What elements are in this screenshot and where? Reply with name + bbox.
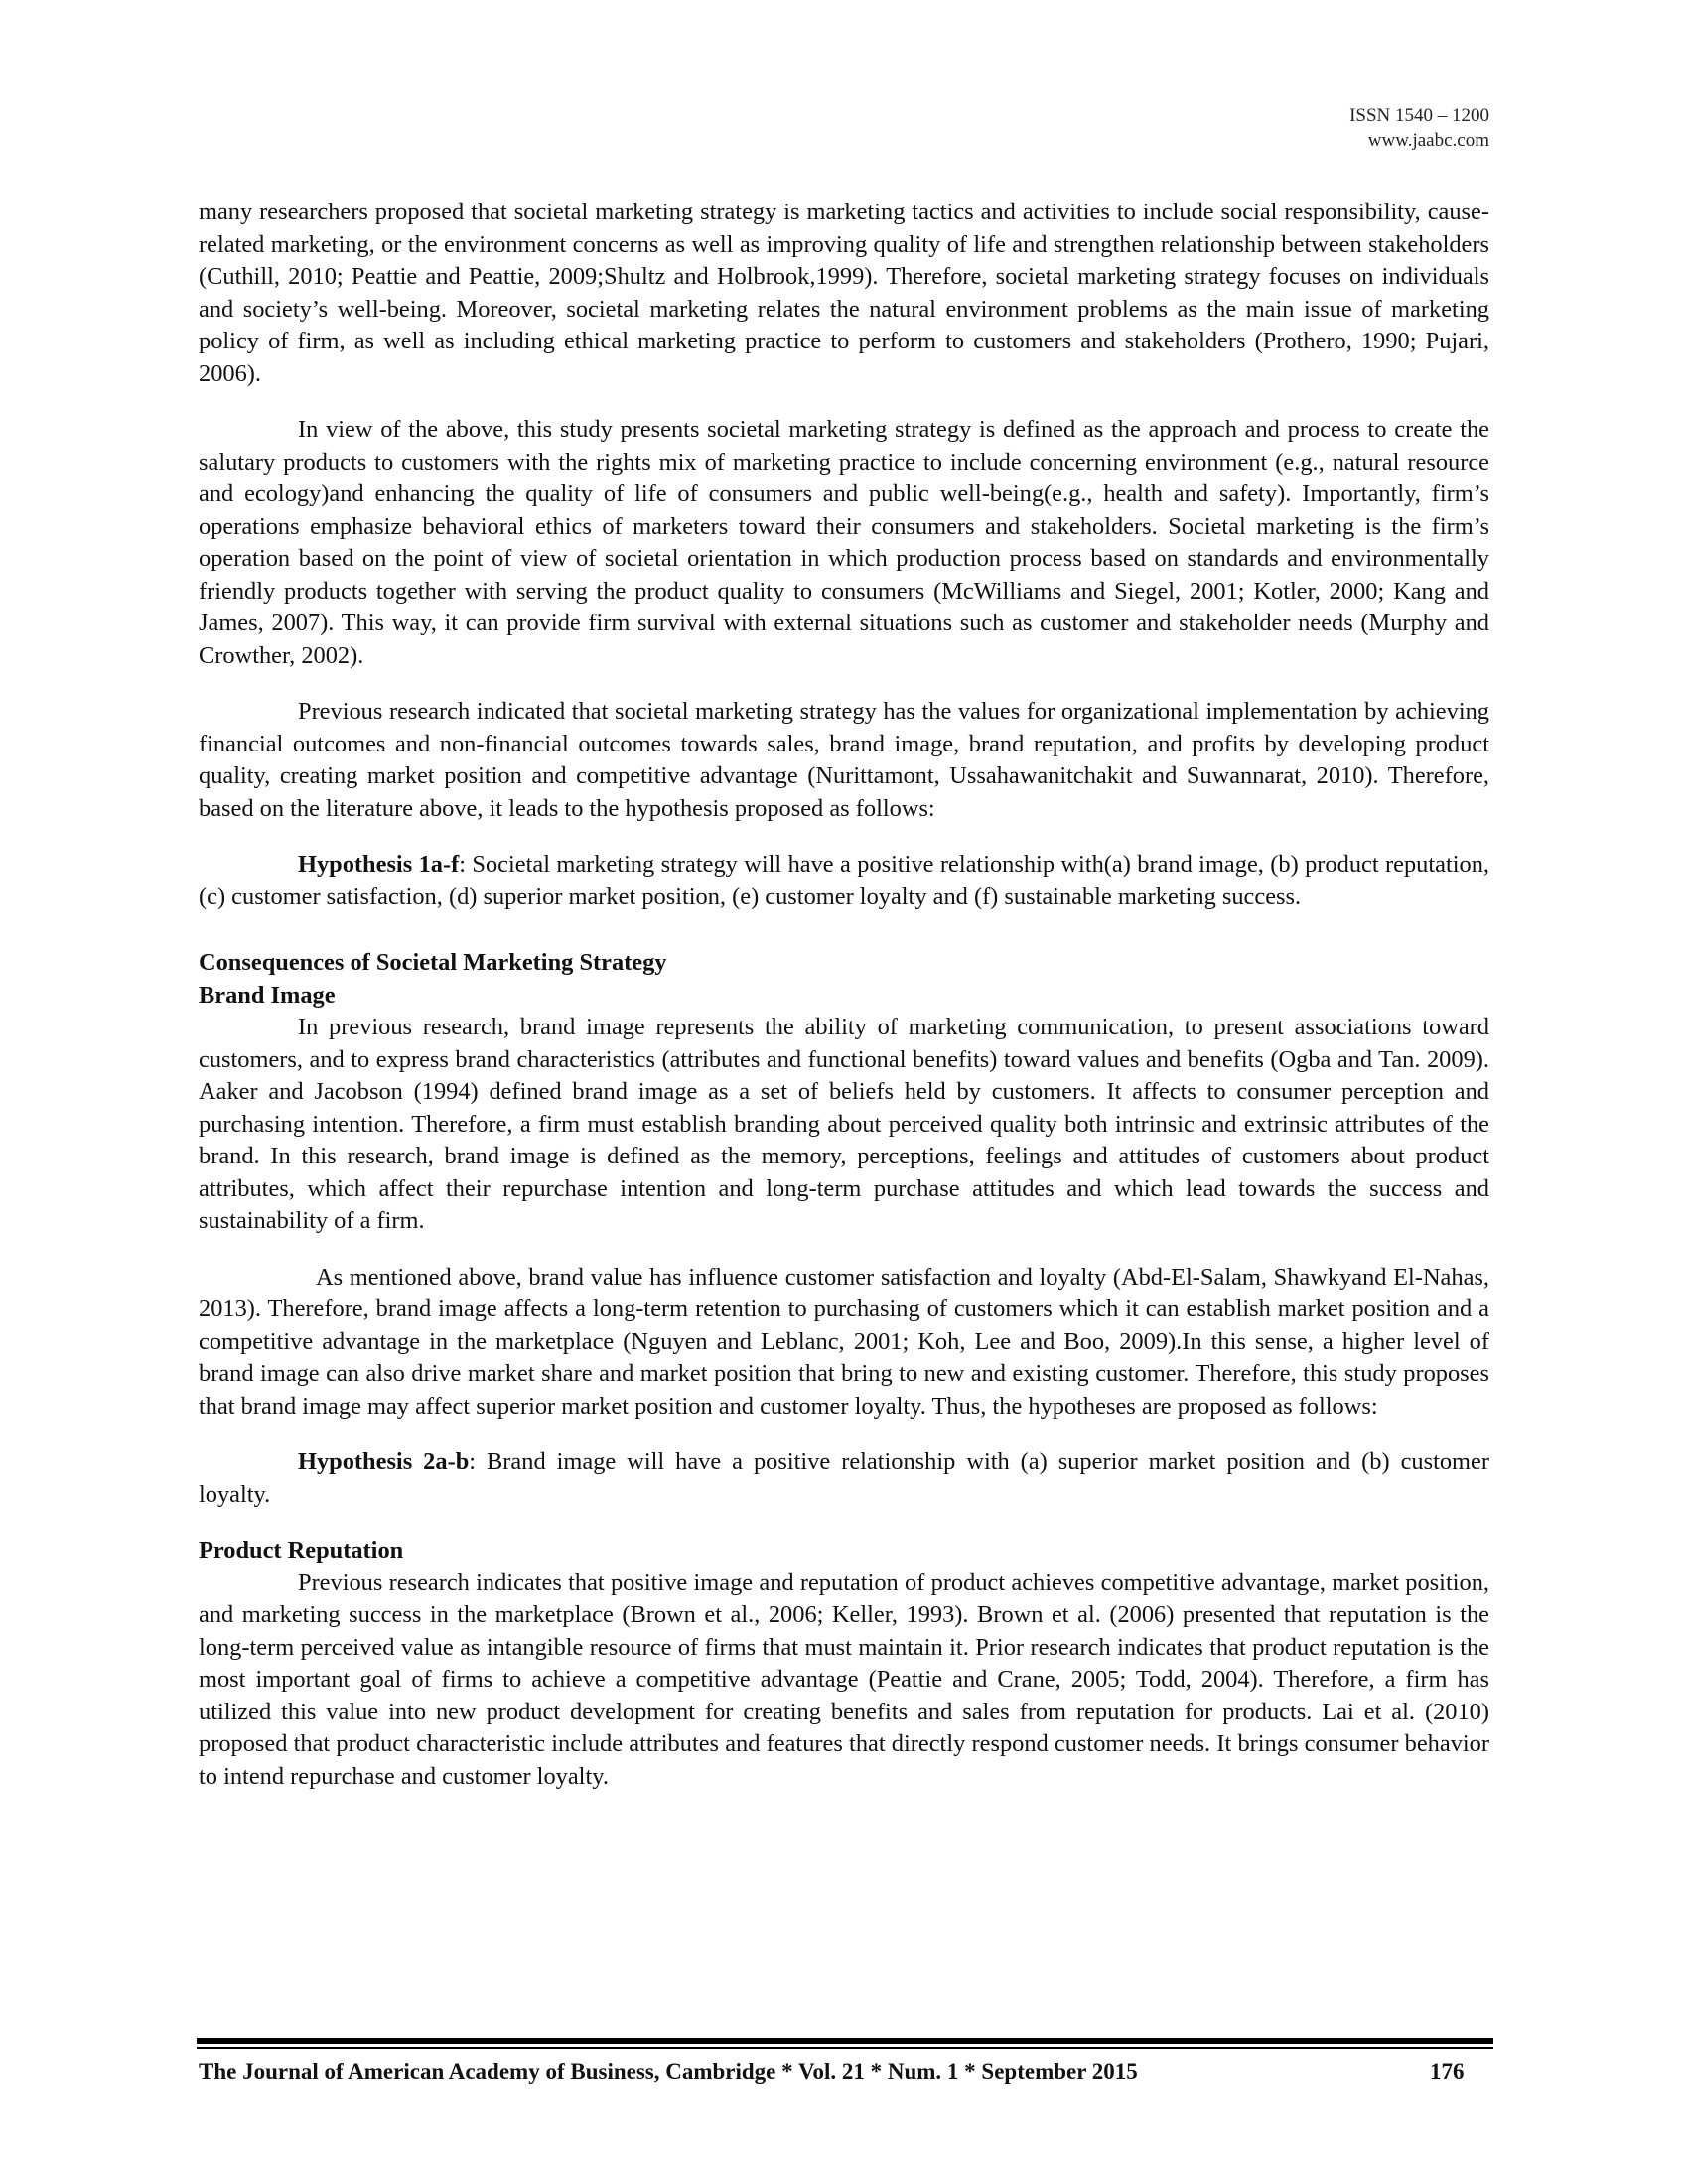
- journal-citation: The Journal of American Academy of Business, Cambridge * Vol. 21 * Num. 1 * September 2015: [199, 2059, 1138, 2084]
- hypothesis-1-label: Hypothesis 1a-f: [298, 851, 460, 878]
- paragraph-brand-image: In previous research, brand image represents the ability of marketing communication, to present associations toward customers, and to express brand characteristics (attributes and functional benefits) toward values and benefits (Ogba and Tan. 2009). Aaker and Jacobson (1994) defined brand image as a set of beliefs held by customers. It affects to consumer perception and purchasing intention. Therefore, a firm must establish branding about perceived quality both intrinsic and extrinsic attributes of the brand. In this research, brand image is defined as the memory, perceptions, feelings and attitudes of customers about product attributes, which affect their repurchase intention and long-term purchase attitudes and which lead towards the success and sustainability of a firm.: [199, 1014, 1489, 1234]
- hypothesis-1: [199, 849, 1489, 913]
- paragraph-definition: In view of the above, this study presents societal marketing strategy is defined as the approach and process to create the salutary products to customers with the rights mix of marketing practice to include concerning environment (e.g., natural resource and ecology)and enhancing the quality of life of consumers and public well-being(e.g., health and safety). Importantly, firm’s operations emphasize behavioral ethics of marketers toward their consumers and stakeholders. Societal marketing is the firm’s operation based on the point of view of societal orientation in which production process based on standards and environmentally friendly products together with serving the product quality to consumers (McWilliams and Siegel, 2001; Kotler, 2000; Kang and James, 2007). This way, it can provide firm survival with external situations such as customer and stakeholder needs (Murphy and Crowther, 2002).: [199, 416, 1489, 669]
- subheading-brand-image: Brand Image: [199, 981, 336, 1009]
- journal-website: www.jaabc.com: [1367, 130, 1489, 151]
- issn-number: ISSN 1540 – 1200: [1349, 105, 1489, 126]
- paragraph-product-reputation: Previous research indicates that positive image and reputation of product achieves competitive advantage, market position, and marketing success in the marketplace (Brown et al., 2006; Keller, 1993). Brown et al. (2006) presented that reputation is the long-term perceived value as intangible resource of firms that must maintain it. Prior research indicates that product reputation is the most important goal of firms to achieve a competitive advantage (Peattie and Crane, 2005; Todd, 2004). Therefore, a firm has utilized this value into new product development for creating benefits and sales from reputation for products. Lai et al. (2010) proposed that product characteristic include attributes and features that directly respond customer needs. It brings consumer behavior to intend repurchase and customer loyalty.: [199, 1569, 1489, 1790]
- paragraph-previous-research: Previous research indicated that societal marketing strategy has the values for organizational implementation by achieving financial outcomes and non-financial outcomes towards sales, brand image, brand reputation, and profits by developing product quality, creating market position and competitive advantage (Nurittamont, Ussahawanitchakit and Suwannarat, 2010). Therefore, based on the literature above, it leads to the hypothesis proposed as follows:: [199, 698, 1489, 822]
- paragraph-continuation: many researchers proposed that societal marketing strategy is marketing tactics and activities to include social responsibility, cause-related marketing, or the environment concerns as well as improving quality of life and strengthen relationship between stakeholders (Cuthill, 2010; Peattie and Peattie, 2009;Shultz and Holbrook,1999). Therefore, societal marketing strategy focuses on individuals and society’s well-being. Moreover, societal marketing relates the natural environment problems as the main issue of marketing policy of firm, as well as including ethical marketing practice to perform to customers and stakeholders (Prothero, 1990; Pujari, 2006).: [199, 199, 1489, 387]
- hypothesis-1-text: : Societal marketing strategy will have a positive relationship with(a) brand image, (b) product reputation, (c) customer satisfaction, (d) superior market position, (e) customer loyalty and (f) sustainable marketing success.: [199, 851, 1489, 910]
- footer-rule-thin: [197, 2047, 1493, 2049]
- page-number: 176: [1430, 2059, 1465, 2084]
- hypothesis-2-text: : Brand image will have a positive relationship with (a) superior market position and (b) customer loyalty.: [199, 1448, 1489, 1508]
- hypothesis-2: [199, 1446, 1489, 1511]
- section-heading-consequences: Consequences of Societal Marketing Strategy: [199, 949, 667, 976]
- hypothesis-2-label: Hypothesis 2a-b: [298, 1448, 470, 1475]
- footer-rule-thick: [197, 2038, 1493, 2044]
- paragraph-brand-value: As mentioned above, brand value has influence customer satisfaction and loyalty (Abd-El-Salam, Shawkyand El-Nahas, 2013). Therefore, brand image affects a long-term retention to purchasing of customers which it can establish market position and a competitive advantage in the marketplace (Nguyen and Leblanc, 2001; Koh, Lee and Boo, 2009).In this sense, a higher level of brand image can also drive market share and market position that bring to new and existing customer. Therefore, this study proposes that brand image may affect superior market position and customer loyalty. Thus, the hypotheses are proposed as follows:: [199, 1263, 1489, 1420]
- article-body: [199, 197, 1489, 1793]
- page-header: [1349, 103, 1489, 153]
- subheading-product-reputation: Product Reputation: [199, 1537, 404, 1564]
